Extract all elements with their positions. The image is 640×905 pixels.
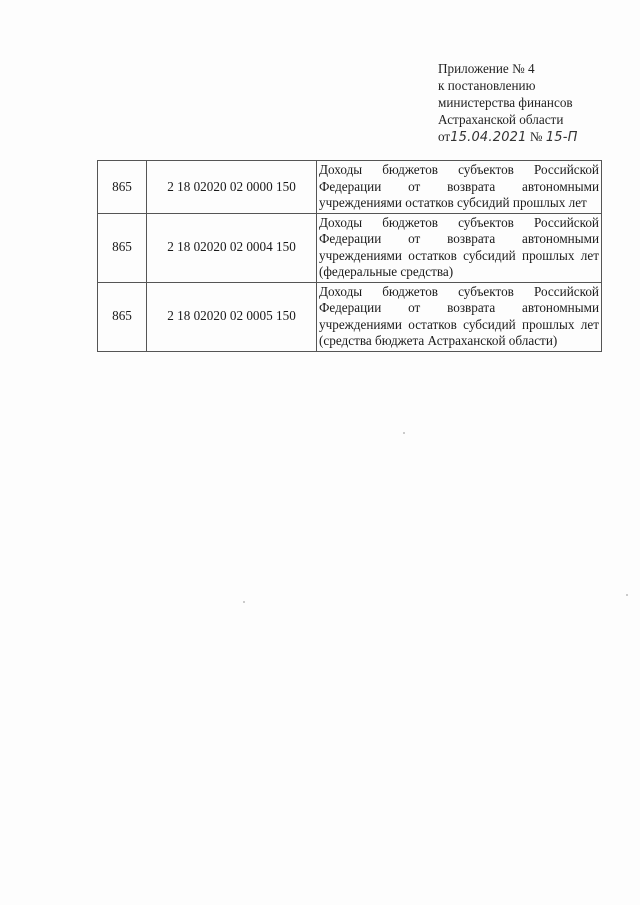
revenue-codes-table bbox=[97, 160, 602, 352]
appendix-line-region: Астраханской области bbox=[438, 112, 564, 127]
admin-code-cell: 865 bbox=[98, 282, 147, 351]
appendix-date-line bbox=[438, 128, 628, 146]
number-prefix: № bbox=[529, 129, 543, 144]
revenue-name-cell: Доходы бюджетов субъектов Российской Федерации от возврата автономными учреждениями остатков субсидий прошлых лет (федеральные средства) bbox=[317, 213, 602, 282]
admin-code-cell: 865 bbox=[98, 161, 147, 214]
appendix-header bbox=[438, 60, 628, 146]
table-row bbox=[98, 161, 602, 214]
handwritten-number: 15-П bbox=[545, 130, 578, 145]
table-row bbox=[98, 213, 602, 282]
budget-code-cell: 2 18 02020 02 0000 150 bbox=[147, 161, 317, 214]
scan-speck bbox=[243, 601, 245, 603]
scan-speck bbox=[403, 432, 405, 434]
appendix-title: Приложение № 4 bbox=[438, 61, 535, 76]
appendix-line-ministry: министерства финансов bbox=[438, 95, 573, 110]
revenue-name-cell: Доходы бюджетов субъектов Российской Федерации от возврата автономными учреждениями остатков субсидий прошлых лет bbox=[317, 161, 602, 214]
admin-code-cell: 865 bbox=[98, 213, 147, 282]
scan-speck bbox=[626, 594, 628, 596]
handwritten-date: 15.04.2021 bbox=[450, 130, 527, 145]
revenue-name-cell: Доходы бюджетов субъектов Российской Федерации от возврата автономными учреждениями остатков субсидий прошлых лет (средства бюджета Астраханской области) bbox=[317, 282, 602, 351]
budget-code-cell: 2 18 02020 02 0005 150 bbox=[147, 282, 317, 351]
table-row bbox=[98, 282, 602, 351]
budget-code-cell: 2 18 02020 02 0004 150 bbox=[147, 213, 317, 282]
appendix-line-resolution: к постановлению bbox=[438, 78, 536, 93]
date-prefix: от bbox=[438, 129, 451, 144]
